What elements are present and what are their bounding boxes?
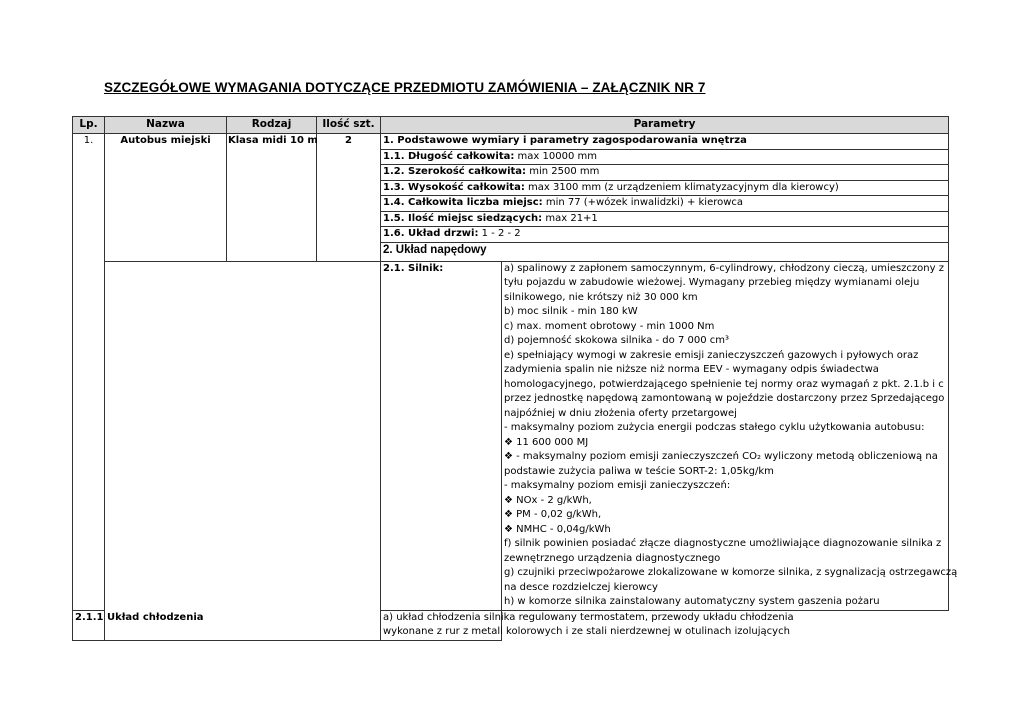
header-rodzaj: Rodzaj xyxy=(227,117,317,134)
description-line: e) spełniający wymogi w zakresie emisji zanieczyszczeń gazowych i pyłowych oraz xyxy=(504,349,919,361)
description-line: zadymienia spalin nie niższe niż norma EEV - wymagany odpis świadectwa xyxy=(504,364,879,375)
section-2-heading: 2. Układ napędowy xyxy=(381,242,949,261)
table-row xyxy=(73,134,949,150)
description-line: zewnętrznego urządzenia diagnostycznego xyxy=(504,552,721,564)
description-line: - maksymalny poziom emisji zanieczyszczeń: xyxy=(504,480,731,491)
description-line: wykonane z rur z metali kolorowych i ze stali nierdzewnej w otulinach izolujących xyxy=(383,626,790,637)
param-item: 1.1. Długość całkowita: max 10000 mm xyxy=(381,149,949,165)
description-line: d) pojemność skokowa silnika - do 7 000 cm³ xyxy=(504,335,729,346)
header-nazwa: Nazwa xyxy=(105,117,227,134)
description-line: b) moc silnik - min 180 kW xyxy=(504,306,638,317)
header-ilosc: Ilość szt. xyxy=(317,117,381,134)
description-line: a) spalinowy z zapłonem samoczynnym, 6-cylindrowy, chłodzony cieczą, umieszczony z xyxy=(504,262,944,274)
param-item: 1.6. Układ drzwi: 1 - 2 - 2 xyxy=(381,227,949,243)
header-lp: Lp. xyxy=(73,117,105,134)
param-item: 1.5. Ilość miejsc siedzących: max 21+1 xyxy=(381,211,949,227)
description-line: tyłu pojazdu w zabudowie wieżowej. Wymagany przebieg między wymianami oleju xyxy=(504,277,920,288)
description-line: najpóźniej w dniu złożenia oferty przetargowej xyxy=(504,407,737,419)
description-line: ❖ PM - 0,02 g/kWh, xyxy=(504,509,602,520)
description-line: homologacyjnego, potwierdzającego spełnienie tej normy oraz wymagań z pkt. 2.1.b i c xyxy=(504,378,944,390)
cell-lp: 1. xyxy=(73,134,105,611)
chlodzenie-label: 2.1.1 Układ chłodzenia xyxy=(73,610,105,640)
description-line: podstawie zużycia paliwa w teście SORT-2: 1,05kg/km xyxy=(504,465,774,477)
silnik-description xyxy=(502,261,958,610)
param-item: 1.3. Wysokość całkowita: max 3100 mm (z urządzeniem klimatyzacyjnym dla kierowcy) xyxy=(381,180,949,196)
section-1-heading: 1. Podstawowe wymiary i parametry zagospodarowania wnętrza xyxy=(381,134,949,150)
param-item: 1.2. Szerokość całkowita: min 2500 mm xyxy=(381,165,949,181)
description-line: silnikowego, nie krótszy niż 30 000 km xyxy=(504,291,698,303)
description-line: - maksymalny poziom zużycia energii podczas stałego cyklu użytkowania autobusu: xyxy=(504,422,925,433)
silnik-label: 2.1. Silnik: xyxy=(381,261,502,610)
description-line: ❖ NOx - 2 g/kWh, xyxy=(504,494,592,506)
description-line: ❖ - maksymalny poziom emisji zanieczyszczeń CO₂ wyliczony metodą obliczeniową na xyxy=(504,451,938,462)
description-line: na desce rozdzielczej kierowcy xyxy=(504,581,658,593)
description-line: a) układ chłodzenia silnika regulowany termostatem, przewody układu chłodzenia xyxy=(383,611,794,623)
cell-ilosc: 2 xyxy=(317,134,381,262)
cell-rodzaj: Klasa midi 10 m xyxy=(227,134,317,262)
table-row xyxy=(73,261,949,610)
requirements-table xyxy=(72,116,958,641)
cell-nazwa: Autobus miejski xyxy=(105,134,227,262)
chlodzenie-description xyxy=(381,610,794,640)
description-line: ❖ NMHC - 0,04g/kWh xyxy=(504,523,611,535)
document-title: SZCZEGÓŁOWE WYMAGANIA DOTYCZĄCE PRZEDMIOTU ZAMÓWIENIA – ZAŁĄCZNIK NR 7 xyxy=(104,80,706,95)
description-line: c) max. moment obrotowy - min 1000 Nm xyxy=(504,320,715,332)
description-line: ❖ 11 600 000 MJ xyxy=(504,436,589,448)
description-line: g) czujniki przeciwpożarowe zlokalizowane w komorze silnika, z sygnalizacją ostrzegawczą xyxy=(504,567,958,578)
header-parametry: Parametry xyxy=(381,117,949,134)
description-line: przez jednostkę napędową zamontowaną w pojeździe dostarczony przez Sprzedającego xyxy=(504,393,945,404)
description-line: h) w komorze silnika zainstalowany automatyczny system gaszenia pożaru xyxy=(504,596,880,607)
param-item: 1.4. Całkowita liczba miejsc: min 77 (+wózek inwalidzki) + kierowca xyxy=(381,196,949,212)
empty-cell xyxy=(105,261,381,640)
table-header-row xyxy=(73,117,949,134)
description-line: f) silnik powinien posiadać złącze diagnostyczne umożliwiające diagnozowanie silnika z xyxy=(504,538,942,549)
